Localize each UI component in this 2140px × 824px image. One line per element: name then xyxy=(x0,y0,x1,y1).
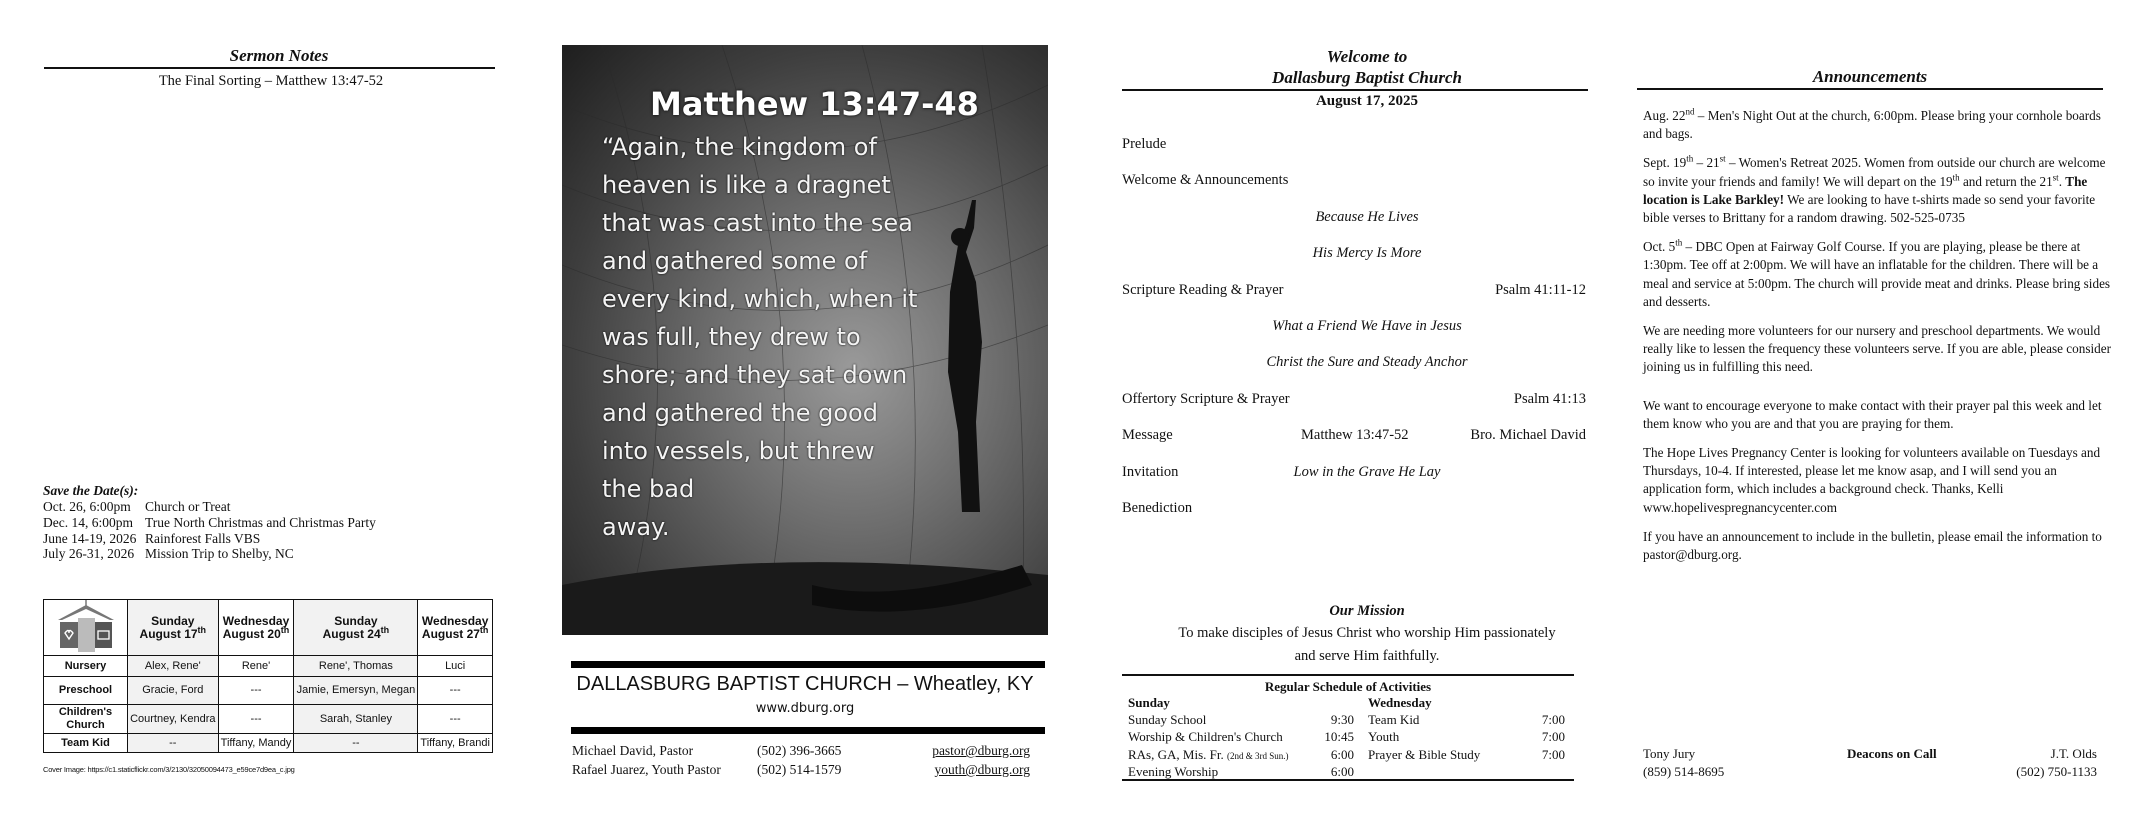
staff-email[interactable]: pastor@dburg.org xyxy=(932,743,1030,758)
verse-line: shore; and they sat down xyxy=(602,361,908,389)
verse-line: and gathered some of xyxy=(602,247,868,275)
staff-email[interactable]: youth@dburg.org xyxy=(934,762,1030,777)
save-date-when: July 26-31, 2026 xyxy=(43,546,135,562)
announcement-mens-night: Aug. 22nd – Men's Night Out at the church, 6:00pm. Please bring your cornhole boards and bags. xyxy=(1643,106,2101,142)
volunteer-schedule-table xyxy=(43,599,493,753)
staff-name: Michael David, Pastor xyxy=(572,743,694,758)
order-item-label: Benediction xyxy=(1122,500,1193,516)
table-cell: Rene', Thomas xyxy=(294,656,418,677)
table-cell: -- xyxy=(128,734,219,753)
welcome-line1: Welcome to xyxy=(1326,47,1408,66)
activity-time: 6:00 xyxy=(1330,746,1354,762)
mission-line1: To make disciples of Jesus Christ who worship Him passionately xyxy=(1178,625,1556,641)
activity-time: 7:00 xyxy=(1541,729,1565,745)
activity-name: Worship & Children's Church xyxy=(1128,729,1283,745)
save-date-event: Rainforest Falls VBS xyxy=(145,530,261,546)
order-item-label: Offertory Scripture & Prayer xyxy=(1122,390,1290,407)
save-date-when: June 14-19, 2026 xyxy=(43,530,137,546)
staff-phone: (502) 396-3665 xyxy=(757,743,842,758)
activity-time: 6:00 xyxy=(1330,764,1354,780)
activity-time: 7:00 xyxy=(1541,712,1565,727)
deacon-phone: (502) 750-1133 xyxy=(2016,764,2097,779)
table-row xyxy=(44,705,493,734)
activity-note: (2nd & 3rd Sun.) xyxy=(1226,750,1289,761)
header-wed-27: Wednesday August 27th xyxy=(418,600,493,656)
schedule-activity xyxy=(1128,712,1206,728)
hymn-title: His Mercy Is More xyxy=(1312,245,1422,262)
save-date-event: Church or Treat xyxy=(145,499,231,514)
schedule-activity: Youth xyxy=(1368,729,1400,745)
deacon-name: Tony Jury xyxy=(1643,746,1696,761)
church-website: www.dburg.org xyxy=(755,701,855,716)
divider xyxy=(571,661,1045,668)
hymn-title: Low in the Grave He Lay xyxy=(1293,463,1441,480)
table-cell: Sarah, Stanley xyxy=(294,705,418,734)
announcement-womens-retreat: Sept. 19th – 21st – Women's Retreat 2025. Women from outside our church are welcome so invite your friends and family! We will depart on the 19th and return the 21st. The location is Lake Barkley! We are looking to have t-shirts made so send your favorite bible verses to Brittany for a random drawing. 502-525-0735 xyxy=(1643,154,2106,226)
verse-line: and gathered the good xyxy=(602,399,878,427)
schedule-activity xyxy=(1128,747,1288,763)
service-date: August 17, 2025 xyxy=(1315,93,1419,109)
deacon-phone: (859) 514-8695 xyxy=(1643,764,1725,779)
table-cell: --- xyxy=(218,705,294,734)
activity-name: RAs, GA, Mis. Fr. xyxy=(1128,746,1224,762)
verse-line: away. xyxy=(602,513,670,541)
table-cell: -- xyxy=(294,734,418,753)
table-cell: Luci xyxy=(418,656,493,677)
header-sun-24: Sunday August 24th xyxy=(294,600,418,656)
table-row xyxy=(44,677,493,705)
cover-image-credit: Cover Image: https://c1.staticflickr.com/3/2130/32050094473_e59ce7d9ea_c.jpg xyxy=(43,765,295,774)
announcement-submit-info: If you have an announcement to include in the bulletin, please email the information to pastor@dburg.org. xyxy=(1643,528,2102,563)
pregnancy-center-link[interactable]: www.hopelivespregnancycenter.com xyxy=(1643,499,1837,515)
order-item-label: Message xyxy=(1122,427,1173,444)
church-name: DALLASBURG BAPTIST CHURCH – Wheatley, KY xyxy=(576,673,1034,695)
divider xyxy=(1122,674,1574,676)
order-item-detail: Psalm 41:13 xyxy=(1513,390,1586,407)
announcement-pregnancy-center: The Hope Lives Pregnancy Center is looking for volunteers available on Tuesdays and Thursdays, 10-4. If interested, please let me know asap, and I will send you an application form, which includes a background check. Thanks, Kelli www.hopelivespregnancycenter.com xyxy=(1643,445,2101,515)
cover-photo xyxy=(562,45,1048,635)
order-item-detail: Bro. Michael David xyxy=(1470,427,1586,444)
activity-time: 7:00 xyxy=(1541,746,1565,762)
table-cell: --- xyxy=(418,677,493,705)
schedule-title: Regular Schedule of Activities xyxy=(1264,679,1432,694)
divider xyxy=(1637,88,2103,90)
deacons-on-call-title: Deacons on Call xyxy=(1847,746,1937,761)
welcome-church-name: Dallasburg Baptist Church xyxy=(1272,68,1462,87)
table-cell: Rene' xyxy=(218,656,294,677)
staff-phone: (502) 514-1579 xyxy=(757,762,842,777)
announcement-volunteers: We are needing more volunteers for our nursery and preschool departments. We would really like to lessen the frequency these volunteers serve. If you are able, please consider joining us in fulfilling this need. xyxy=(1643,323,2111,375)
schedule-activity xyxy=(1128,764,1218,780)
verse-line: was full, they drew to xyxy=(602,323,861,351)
schedule-activity xyxy=(1128,729,1283,745)
mission-title: Our Mission xyxy=(1329,603,1405,619)
table-cell: Tiffany, Mandy xyxy=(218,734,294,753)
table-row xyxy=(44,734,493,753)
hymn-title: Christ the Sure and Steady Anchor xyxy=(1266,354,1468,371)
verse-line: every kind, which, when it xyxy=(602,285,918,313)
divider xyxy=(44,67,495,69)
verse-line: the bad xyxy=(602,475,695,503)
announcement-golf-open: Oct. 5th – DBC Open at Fairway Golf Course. If you are playing, please be there at 1:30pm. Tee off at 2:00pm. We will have an inflatable for the children. There will be a meal and service at 5:00pm. The church will provide meat and drinks. Please bring sides and desserts. xyxy=(1643,237,2111,309)
table-cell: --- xyxy=(418,705,493,734)
row-label: Nursery xyxy=(44,656,128,677)
church-logo-icon xyxy=(54,600,118,652)
schedule-activity: Prayer & Bible Study xyxy=(1368,746,1481,762)
table-row xyxy=(44,656,493,677)
announcements-title: Announcements xyxy=(1812,67,1928,86)
schedule-wednesday-label: Wednesday xyxy=(1368,695,1432,710)
save-date-when: Dec. 14, 6:00pm xyxy=(43,514,133,530)
save-date-when: Oct. 26, 6:00pm xyxy=(43,499,131,514)
table-cell: Alex, Rene' xyxy=(128,656,219,677)
row-label: Preschool xyxy=(44,677,128,705)
schedule-activity: Team Kid xyxy=(1368,712,1420,727)
row-label: Children's Church xyxy=(44,705,128,734)
header-sun-17: Sunday August 17th xyxy=(128,600,219,656)
save-date-event: True North Christmas and Christmas Party xyxy=(145,514,376,530)
cover-verse-reference: Matthew 13:47-48 xyxy=(650,85,979,123)
hymn-title: Because He Lives xyxy=(1315,208,1419,225)
table-cell: Tiffany, Brandi xyxy=(418,734,493,753)
pastor-email-link[interactable]: pastor@dburg.org xyxy=(1643,547,1739,563)
sermon-notes-title: Sermon Notes xyxy=(229,46,329,65)
verse-line: into vessels, but threw xyxy=(602,437,875,465)
table-cell: Courtney, Kendra xyxy=(128,705,219,734)
sermon-subtitle: The Final Sorting – Matthew 13:47-52 xyxy=(158,73,384,89)
announcements-list xyxy=(1643,107,2118,575)
divider xyxy=(571,727,1045,734)
row-label: Team Kid xyxy=(44,734,128,753)
hymn-title: What a Friend We Have in Jesus xyxy=(1272,318,1462,334)
activity-name: Sunday School xyxy=(1128,712,1207,727)
verse-line: that was cast into the sea xyxy=(602,209,913,237)
verse-line: “Again, the kingdom of xyxy=(602,133,877,161)
church-logo xyxy=(44,600,128,656)
save-the-date-title: Save the Date(s): xyxy=(43,483,139,498)
order-item-label: Welcome & Announcements xyxy=(1122,172,1289,189)
schedule-sunday-label: Sunday xyxy=(1128,695,1170,710)
save-date-event: Mission Trip to Shelby, NC xyxy=(145,546,294,562)
divider xyxy=(1122,89,1588,91)
deacon-name: J.T. Olds xyxy=(2050,746,2097,761)
mission-line2: and serve Him faithfully. xyxy=(1294,648,1440,664)
order-item-label: Prelude xyxy=(1122,136,1167,152)
table-cell: --- xyxy=(218,677,294,705)
table-cell: Jamie, Emersyn, Megan xyxy=(294,677,418,705)
order-item-label: Scripture Reading & Prayer xyxy=(1122,281,1284,298)
scripture-reference: Matthew 13:47-52 xyxy=(1301,427,1409,444)
verse-line: heaven is like a dragnet xyxy=(602,171,891,199)
activity-time: 10:45 xyxy=(1324,729,1354,745)
header-wed-20: Wednesday August 20th xyxy=(218,600,294,656)
table-cell: Gracie, Ford xyxy=(128,677,219,705)
announcement-prayer-pal: We want to encourage everyone to make contact with their prayer pal this week and let them know who you are and that you are praying for them. xyxy=(1643,397,2102,431)
activity-name: Evening Worship xyxy=(1128,764,1219,780)
activity-time: 9:30 xyxy=(1330,712,1354,727)
divider xyxy=(1122,779,1574,781)
staff-name: Rafael Juarez, Youth Pastor xyxy=(572,762,721,777)
order-item-detail: Psalm 41:11-12 xyxy=(1495,281,1586,298)
order-item-label: Invitation xyxy=(1122,463,1179,480)
